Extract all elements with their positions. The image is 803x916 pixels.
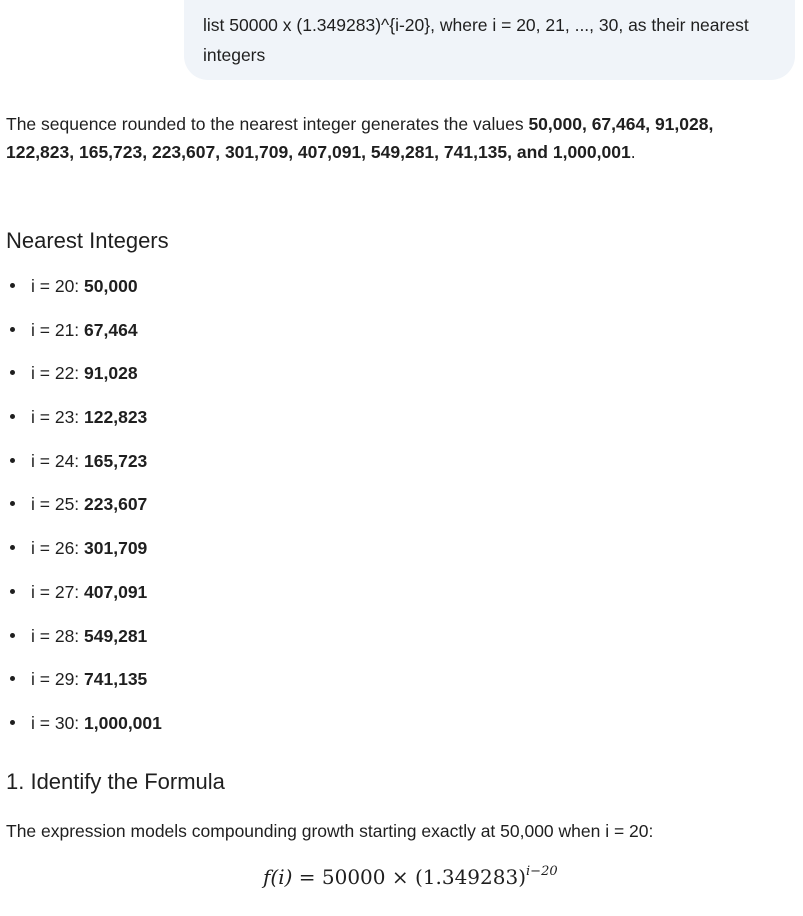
- list-item: [6, 574, 406, 618]
- item-value: 165,723: [84, 450, 148, 471]
- item-label: i = 21:: [31, 319, 85, 340]
- intro-paragraph: [6, 110, 786, 166]
- item-value: 549,281: [84, 625, 148, 646]
- bullet-icon: [10, 327, 15, 332]
- list-item: [6, 355, 406, 399]
- bullet-icon: [10, 545, 15, 550]
- bullet-icon: [10, 283, 15, 288]
- list-item: [6, 618, 406, 662]
- bullet-icon: [10, 676, 15, 681]
- item-label: i = 22:: [31, 363, 85, 384]
- list-item: [6, 312, 406, 356]
- formula-exponent: i−20: [526, 864, 558, 879]
- bullet-icon: [10, 720, 15, 725]
- item-label: i = 27:: [31, 581, 85, 602]
- intro-trail: .: [630, 142, 636, 162]
- item-label: i = 23:: [31, 407, 85, 428]
- formula-lhs: f(i): [263, 865, 293, 889]
- item-label: i = 30:: [31, 712, 85, 733]
- bullet-icon: [10, 458, 15, 463]
- bullet-icon: [10, 633, 15, 638]
- bullet-icon: [10, 414, 15, 419]
- item-label: i = 24:: [31, 450, 85, 471]
- item-label: i = 26:: [31, 538, 85, 559]
- formula-rhs: = 50000 × (1.349283): [292, 865, 527, 889]
- item-value: 223,607: [84, 494, 148, 515]
- heading-identify-formula: 1. Identify the Formula: [6, 769, 225, 794]
- bullet-icon: [10, 501, 15, 506]
- item-value: 407,091: [84, 581, 148, 602]
- list-item: [6, 399, 406, 443]
- bullet-icon: [10, 589, 15, 594]
- item-label: i = 25:: [31, 494, 85, 515]
- list-item: [6, 705, 406, 749]
- item-value: 50,000: [84, 276, 138, 296]
- response-intro: [6, 110, 786, 166]
- user-prompt-text: list 50000 x (1.349283)^{i-20}, where i = 20, 21, ..., 30, as their nearest integers: [203, 15, 749, 65]
- item-label: i = 28:: [31, 625, 85, 646]
- item-value: 91,028: [84, 363, 138, 384]
- heading-nearest-integers: Nearest Integers: [6, 228, 169, 253]
- item-value: 1,000,001: [84, 712, 162, 733]
- list-item: [6, 486, 406, 530]
- item-label: i = 20:: [31, 276, 85, 296]
- list-item: [6, 530, 406, 574]
- values-list: [6, 268, 406, 749]
- item-value: 741,135: [84, 669, 148, 690]
- item-value: 301,709: [84, 538, 148, 559]
- intro-values: 50,000, 67,464, 91,028, 122,823, 165,723, 223,607, 301,709, 407,091, 549,281, 741,135, and 1,000,001: [6, 114, 714, 162]
- bullet-icon: [10, 370, 15, 375]
- item-value: 67,464: [84, 319, 138, 340]
- item-label: i = 29:: [31, 669, 85, 690]
- formula-description: The expression models compounding growth starting exactly at 50,000 when i = 20:: [6, 821, 654, 841]
- list-item: [6, 661, 406, 705]
- formula-display: [263, 864, 558, 889]
- list-item: [6, 268, 406, 312]
- user-prompt-bubble: [184, 0, 795, 80]
- intro-lead: The sequence rounded to the nearest integer generates the values: [6, 114, 529, 134]
- item-value: 122,823: [84, 407, 148, 428]
- list-item: [6, 443, 406, 487]
